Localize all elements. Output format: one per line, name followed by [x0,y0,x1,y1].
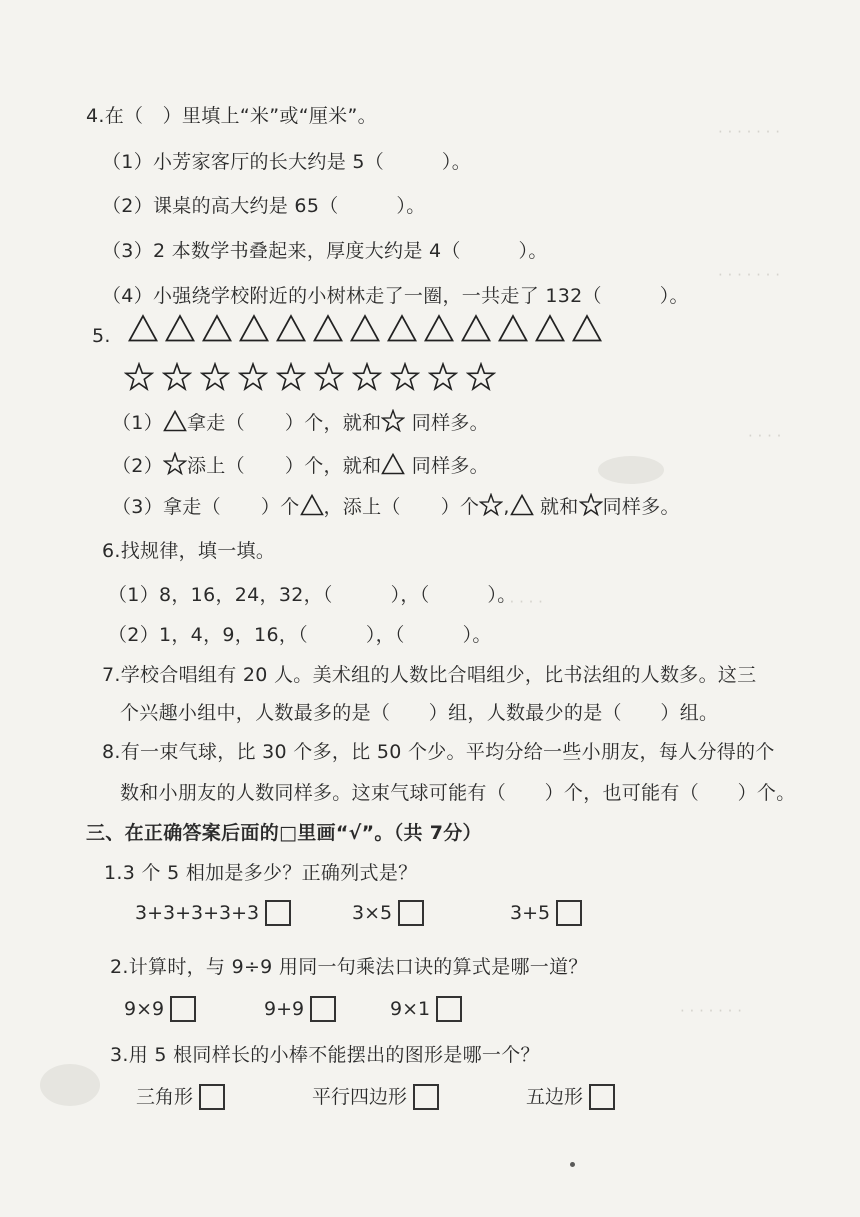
triangle-icon [163,410,187,432]
q5-item-3: （3）拿走（ ）个 ，添上（ ）个 , 就和 同样多。 [112,492,680,519]
q4-item-4: （4）小强绕学校附近的小树林走了一圈，一共走了 132（ ）。 [102,285,689,307]
triangle-row [128,314,609,342]
triangle-icon [350,314,380,342]
s3-q3-option-3: 五边形 [526,1082,615,1110]
q6-item-1: （1）8，16，24，32，（ ），（ ）。 [108,584,517,606]
q8-line-1: 8.有一束气球，比 30 个多，比 50 个少。平均分给一些小朋友，每人分得的个 [102,741,775,763]
paper-stain [40,1064,100,1106]
s3-q3-text: 3.用 5 根同样长的小棒不能摆出的图形是哪一个？ [110,1044,540,1066]
triangle-icon [510,494,534,516]
s3-q3-option-1: 三角形 [136,1082,225,1110]
star-icon [352,362,382,392]
triangle-icon [387,314,417,342]
answer-checkbox[interactable] [170,996,196,1022]
q7-line-2: 个兴趣小组中，人数最多的是（ ）组，人数最少的是（ ）组。 [120,702,719,724]
s3-q2-option-3: 9×1 [390,996,462,1022]
q7-line-1: 7.学校合唱组有 20 人。美术组的人数比合唱组少，比书法组的人数多。这三 [102,664,757,686]
q4-item-2: （2）课桌的高大约是 65（ ）。 [102,195,426,217]
triangle-icon [461,314,491,342]
answer-checkbox[interactable] [310,996,336,1022]
star-icon [579,493,603,517]
answer-checkbox[interactable] [199,1084,225,1110]
q5-item-1: （1） 拿走（ ）个，就和 同样多。 [112,408,489,435]
star-icon [200,362,230,392]
q4-item-3: （3）2 本数学书叠起来，厚度大约是 4（ ）。 [102,240,548,262]
triangle-icon [313,314,343,342]
s3-q3-option-2: 平行四边形 [312,1082,439,1110]
section-3-title: 三、在正确答案后面的□里画“√”。（共 7分） [86,822,482,844]
bleed-through-text: · · · · [748,427,782,445]
answer-checkbox[interactable] [398,900,424,926]
bleed-through-text: · · · · · [500,593,543,611]
answer-checkbox[interactable] [436,996,462,1022]
q8-line-2: 数和小朋友的人数同样多。这束气球可能有（ ）个，也可能有（ ）个。 [120,782,796,804]
bleed-through-text: · · · · · · · [718,123,780,141]
answer-checkbox[interactable] [556,900,582,926]
star-icon [163,452,187,476]
triangle-icon [300,494,324,516]
triangle-icon [572,314,602,342]
star-icon [162,362,192,392]
q4-item-1: （1）小芳家客厅的长大约是 5（ ）。 [102,151,472,173]
triangle-icon [202,314,232,342]
star-icon [466,362,496,392]
q6-title: 6.找规律，填一填。 [102,540,276,562]
triangle-icon [165,314,195,342]
s3-q2-option-2: 9+9 [264,996,336,1022]
star-icon [479,493,503,517]
triangle-icon [424,314,454,342]
s3-q2-option-1: 9×9 [124,996,196,1022]
triangle-icon [276,314,306,342]
q6-item-2: （2）1，4，9，16，（ ），（ ）。 [108,624,492,646]
q5-item-2: （2） 添上（ ）个，就和 同样多。 [112,451,489,478]
star-icon [314,362,344,392]
triangle-icon [239,314,269,342]
answer-checkbox[interactable] [413,1084,439,1110]
star-icon [276,362,306,392]
bleed-through-text: · · · · · · · [680,1002,742,1020]
star-icon [238,362,268,392]
q4-title: 4.在（ ）里填上“米”或“厘米”。 [86,105,377,127]
star-icon [381,409,405,433]
triangle-icon [498,314,528,342]
paper-stain [598,456,664,484]
star-icon [124,362,154,392]
s3-q2-text: 2.计算时，与 9÷9 用同一句乘法口诀的算式是哪一道？ [110,956,588,978]
q5-number: 5. [92,325,111,347]
paper-dot [570,1162,575,1167]
bleed-through-text: · · · · · · · [718,266,780,284]
s3-q1-option-2: 3×5 [352,900,424,926]
star-icon [390,362,420,392]
s3-q1-text: 1.3 个 5 相加是多少？正确列式是？ [104,862,418,884]
answer-checkbox[interactable] [589,1084,615,1110]
s3-q1-option-1: 3+3+3+3+3 [135,900,291,926]
triangle-icon [381,453,405,475]
s3-q1-option-3: 3+5 [510,900,582,926]
triangle-icon [535,314,565,342]
star-row [124,362,504,392]
star-icon [428,362,458,392]
answer-checkbox[interactable] [265,900,291,926]
triangle-icon [128,314,158,342]
